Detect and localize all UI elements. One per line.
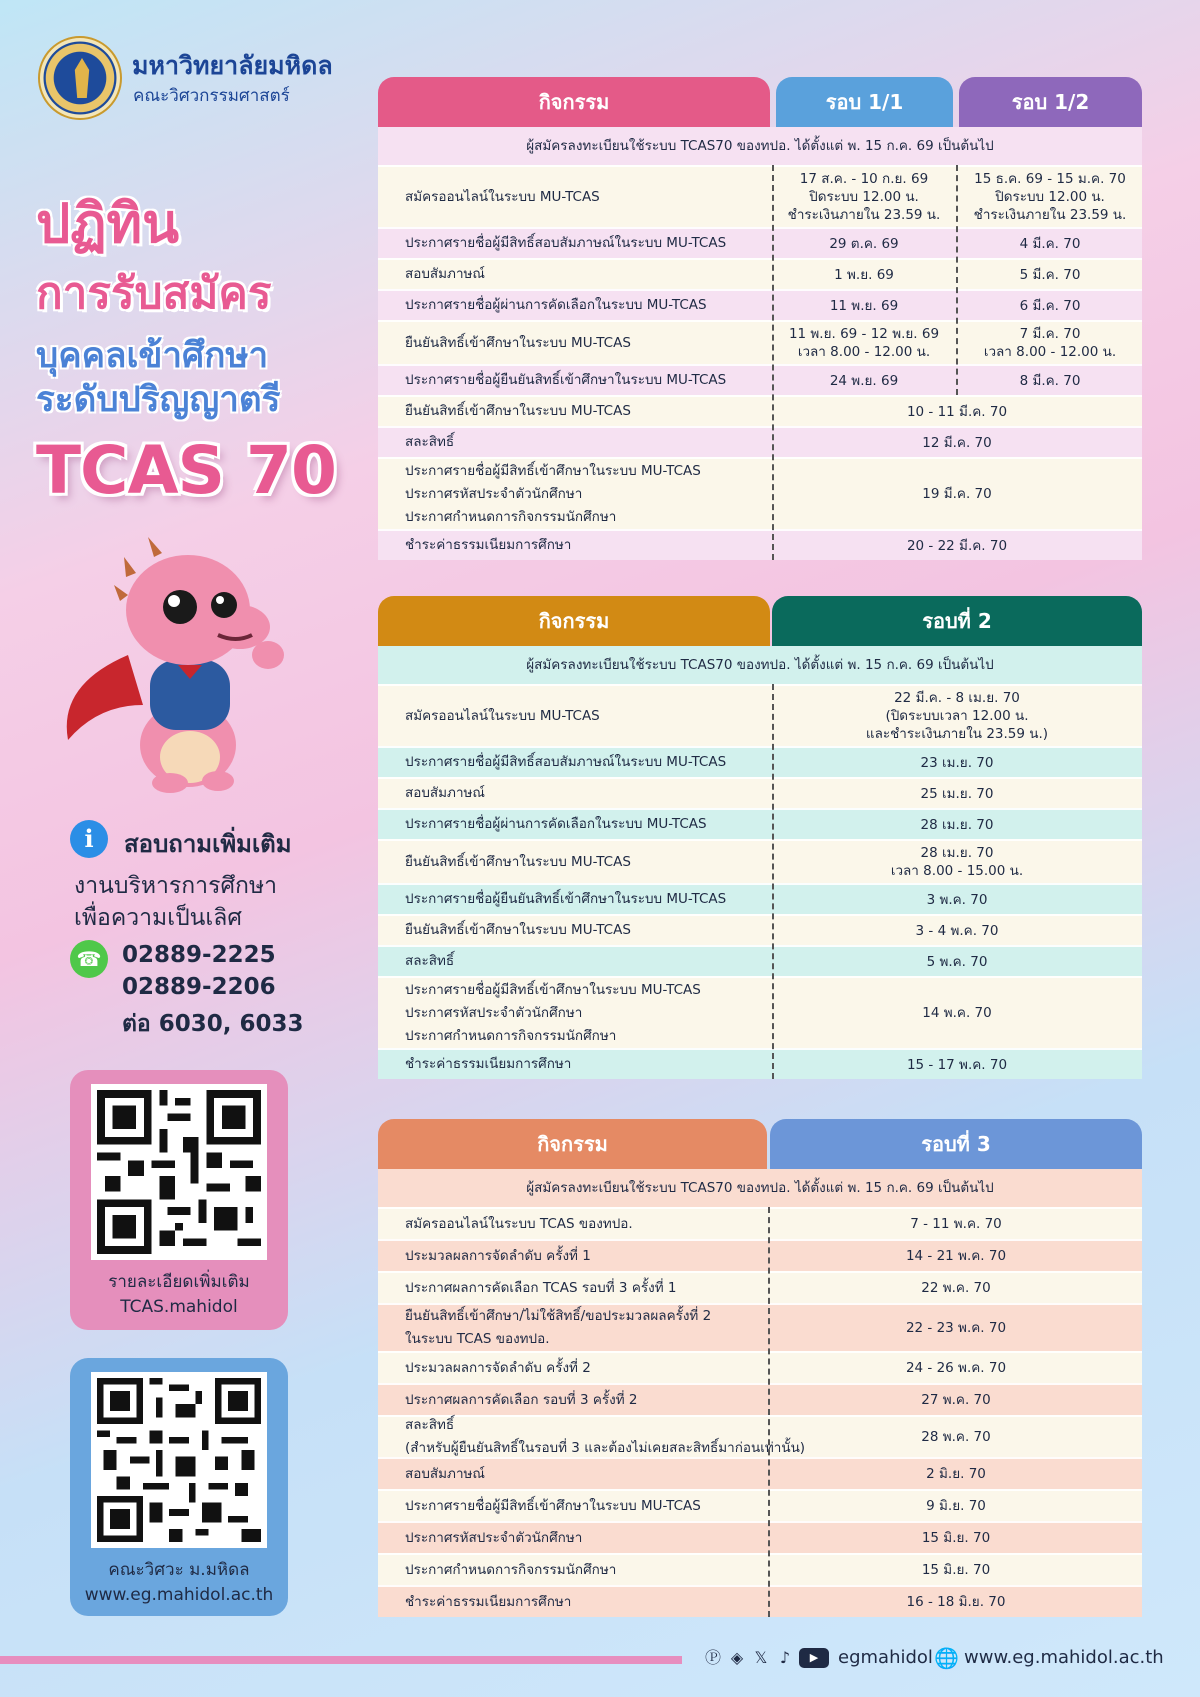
activity-cell: ประมวลผลการจัดลำดับ ครั้งที่ 1 (405, 1247, 591, 1264)
round-2-date-cell: 3 พ.ค. 70 (926, 891, 988, 908)
contact-organization-line-2: เพื่อความเป็นเลิศ (74, 905, 242, 931)
activity-cell: ประมวลผลการจัดลำดับ ครั้งที่ 2 (405, 1359, 591, 1376)
activity-cell: ยืนยันสิทธิ์เข้าศึกษาในระบบ MU-TCAS (405, 922, 631, 938)
activity-cell: ยืนยันสิทธิ์เข้าศึกษาในระบบ MU-TCAS (405, 334, 631, 351)
table-row (378, 839, 1142, 883)
qr-card-tcas[interactable] (70, 1070, 288, 1330)
table-row (378, 1207, 1142, 1239)
info-icon: i (70, 820, 108, 858)
globe-icon: 🌐 (934, 1646, 959, 1670)
round-3-date-cell: 15 มิ.ย. 70 (921, 1530, 991, 1546)
round-2-date-cell: 22 มี.ค. - 8 เม.ย. 70 (ปิดระบบเวลา 12.00 น. และชำระเงินภายใน 23.59 น.) (865, 690, 1049, 742)
qr-caption-website-line-2[interactable]: www.eg.mahidol.ac.th (84, 1585, 274, 1605)
qr-caption-tcas-line-1: รายละเอียดเพิ่มเติม (108, 1272, 250, 1292)
column-divider (772, 165, 774, 560)
activity-cell: สละสิทธิ์ (405, 953, 455, 969)
schedule-table-round-1 (378, 77, 1142, 560)
table-row (378, 684, 1142, 746)
table-row (378, 457, 1142, 529)
social-icons (703, 1648, 829, 1668)
activity-cell: ประกาศรายชื่อผู้ยืนยันสิทธิ์เข้าศึกษาในระบบ MU-TCAS (405, 891, 727, 907)
round-2-date-cell: 5 พ.ค. 70 (926, 953, 988, 970)
table-row (378, 1351, 1142, 1383)
activity-cell: ชำระค่าธรรมเนียมการศึกษา (405, 1593, 572, 1610)
qr-code-tcas[interactable] (91, 1084, 267, 1260)
round-1-1-date-cell: 29 ต.ค. 69 (829, 235, 899, 252)
contact-title: สอบถามเพิ่มเติม (124, 830, 292, 858)
qr-code-website[interactable] (91, 1372, 267, 1548)
round-3-date-cell: 7 - 11 พ.ค. 70 (910, 1216, 1002, 1232)
table-row (378, 364, 1142, 395)
column-divider (956, 165, 958, 395)
phone-extension: ต่อ 6030, 6033 (122, 1011, 304, 1037)
round-1-1-date-cell: 11 พ.ย. 69 - 12 พ.ย. 69 เวลา 8.00 - 12.00 น. (788, 326, 940, 360)
table1-registration-banner: ผู้สมัครลงทะเบียนใช้ระบบ TCAS70 ของทปอ. ได้ตั้งแต่ พ. 15 ก.ค. 69 เป็นต้นไป (378, 127, 1142, 165)
activity-cell: สมัครออนไลน์ในระบบ TCAS ของทปอ. (405, 1215, 633, 1232)
instagram-icon[interactable]: ◈ (730, 1648, 744, 1667)
round-1-1-date-cell: 11 พ.ย. 69 (829, 297, 899, 314)
table-row (378, 289, 1142, 320)
round-3-date-cell: 16 - 18 มิ.ย. 70 (906, 1594, 1006, 1610)
faculty-name: คณะวิศวกรรมศาสตร์ (133, 86, 290, 106)
phone-number-2[interactable]: 02889-2206 (122, 974, 276, 1000)
round-1-2-date-cell: 15 ธ.ค. 69 - 15 ม.ค. 70 ปิดระบบ 12.00 น. ชำระเงินภายใน 23.59 น. (973, 171, 1127, 223)
round-2-date-cell: 23 เม.ย. 70 (920, 754, 994, 771)
round-3-date-cell: 28 พ.ค. 70 (921, 1429, 991, 1445)
round-1-2-date-cell: 4 มี.ค. 70 (1019, 235, 1081, 252)
round-2-date-cell: 15 - 17 พ.ค. 70 (906, 1056, 1008, 1073)
table-row (378, 529, 1142, 560)
round-3-date-cell: 24 - 26 พ.ค. 70 (905, 1360, 1007, 1376)
youtube-icon[interactable]: ▶ (799, 1648, 829, 1668)
table-row (378, 165, 1142, 227)
activity-cell: ประกาศรายชื่อผู้ผ่านการคัดเลือกในระบบ MU-TCAS (405, 297, 707, 313)
table-row (378, 1489, 1142, 1521)
activity-cell: สมัครออนไลน์ในระบบ MU-TCAS (405, 188, 600, 205)
activity-cell: ประกาศรหัสประจำตัวนักศึกษา (405, 1529, 583, 1546)
activity-cell: ประกาศรายชื่อผู้ยืนยันสิทธิ์เข้าศึกษาในระบบ MU-TCAS (405, 372, 727, 388)
table-row (378, 1271, 1142, 1303)
round-1-2-date-cell: 6 มี.ค. 70 (1019, 297, 1081, 314)
activity-cell: สอบสัมภาษณ์ (405, 785, 485, 801)
activity-cell: ประกาศรายชื่อผู้มีสิทธิ์เข้าศึกษาในระบบ MU-TCAS ประกาศรหัสประจำตัวนักศึกษา ประกาศกำหนดการกิจกรรมนักศึกษา (405, 981, 701, 1044)
round-3-date-cell: 15 มิ.ย. 70 (921, 1562, 991, 1578)
table-row (378, 1521, 1142, 1553)
activity-cell: ยืนยันสิทธิ์เข้าศึกษาในระบบ MU-TCAS (405, 853, 631, 870)
table-row (378, 808, 1142, 839)
university-seal-logo (38, 36, 122, 120)
column-divider (772, 684, 774, 1079)
schedule-table-round-3 (378, 1119, 1142, 1617)
round-1-combined-date-cell: 10 - 11 มี.ค. 70 (906, 403, 1008, 420)
round-1-combined-date-cell: 19 มี.ค. 70 (922, 486, 992, 502)
qr-caption-tcas-line-2: TCAS.mahidol (120, 1297, 238, 1317)
title-line-4: ระดับปริญญาตรี (36, 380, 281, 420)
table-row (378, 1415, 1142, 1457)
round-3-date-cell: 22 พ.ค. 70 (921, 1280, 991, 1296)
qr-card-website[interactable] (70, 1358, 288, 1616)
table-row (378, 320, 1142, 364)
activity-cell: ประกาศกำหนดการกิจกรรมนักศึกษา (405, 1561, 617, 1578)
round-1-2-date-cell: 5 มี.ค. 70 (1019, 266, 1081, 283)
qr-caption-website-line-1: คณะวิศวะ ม.มหิดล (108, 1560, 250, 1580)
phone-number-1[interactable]: 02889-2225 (122, 942, 276, 968)
table3-header-activity: กิจกรรม (378, 1119, 767, 1169)
table2-header-activity: กิจกรรม (378, 596, 770, 646)
table-row (378, 1303, 1142, 1351)
title-line-3: บุคคลเข้าศึกษา (36, 336, 269, 376)
round-3-date-cell: 2 มิ.ย. 70 (926, 1466, 986, 1482)
round-1-2-date-cell: 7 มี.ค. 70 เวลา 8.00 - 12.00 น. (983, 326, 1117, 360)
title-tcas: TCAS 70 (36, 432, 336, 509)
table-row (378, 1383, 1142, 1415)
activity-cell: ชำระค่าธรรมเนียมการศึกษา (405, 1056, 572, 1072)
table-row (378, 914, 1142, 945)
round-2-date-cell: 28 เม.ย. 70 เวลา 8.00 - 15.00 น. (890, 845, 1024, 879)
table3-registration-banner: ผู้สมัครลงทะเบียนใช้ระบบ TCAS70 ของทปอ. ได้ตั้งแต่ พ. 15 ก.ค. 69 เป็นต้นไป (378, 1169, 1142, 1207)
contact-organization-line-1: งานบริหารการศึกษา (74, 873, 278, 899)
round-1-1-date-cell: 17 ส.ค. - 10 ก.ย. 69 ปิดระบบ 12.00 น. ชำระเงินภายใน 23.59 น. (787, 171, 941, 223)
round-1-combined-date-cell: 20 - 22 มี.ค. 70 (906, 537, 1008, 554)
activity-cell: ประกาศรายชื่อผู้มีสิทธิ์สอบสัมภาษณ์ในระบบ MU-TCAS (405, 235, 727, 251)
activity-cell: ประกาศรายชื่อผู้มีสิทธิ์เข้าศึกษาในระบบ MU-TCAS (405, 1497, 701, 1514)
round-3-date-cell: 22 - 23 พ.ค. 70 (905, 1320, 1007, 1336)
activity-cell: ประกาศผลการคัดเลือก TCAS รอบที่ 3 ครั้งที่ 1 (405, 1279, 677, 1296)
title-line-2: การรับสมัคร (36, 268, 272, 319)
activity-cell: สอบสัมภาษณ์ (405, 266, 485, 282)
column-divider (768, 1207, 770, 1617)
activity-cell: ประกาศรายชื่อผู้มีสิทธิ์เข้าศึกษาในระบบ MU-TCAS ประกาศรหัสประจำตัวนักศึกษา ประกาศกำหนดการกิจกรรมนักศึกษา (405, 462, 701, 525)
facebook-icon[interactable]: Ⓟ (704, 1648, 721, 1667)
activity-cell: ยืนยันสิทธิ์เข้าศึกษา/ไม่ใช้สิทธิ์/ขอประมวลผลครั้งที่ 2 ในระบบ TCAS ของทปอ. (405, 1308, 712, 1347)
x-icon[interactable]: 𝕏 (754, 1648, 768, 1667)
round-1-combined-date-cell: 12 มี.ค. 70 (922, 434, 992, 451)
round-3-date-cell: 14 - 21 พ.ค. 70 (905, 1248, 1007, 1264)
round-2-date-cell: 14 พ.ค. 70 (922, 1005, 992, 1021)
footer-accent-bar (0, 1656, 682, 1664)
round-2-date-cell: 28 เม.ย. 70 (920, 816, 994, 833)
tiktok-icon[interactable]: ♪ (779, 1648, 791, 1667)
table2-registration-banner: ผู้สมัครลงทะเบียนใช้ระบบ TCAS70 ของทปอ. ได้ตั้งแต่ พ. 15 ก.ค. 69 เป็นต้นไป (378, 646, 1142, 684)
round-1-1-date-cell: 1 พ.ย. 69 (834, 266, 894, 283)
activity-cell: ประกาศผลการคัดเลือก รอบที่ 3 ครั้งที่ 2 (405, 1391, 638, 1408)
table-row (378, 227, 1142, 258)
round-1-1-date-cell: 24 พ.ย. 69 (829, 372, 899, 389)
table-row (378, 1585, 1142, 1617)
table-row (378, 1239, 1142, 1271)
table-row (378, 976, 1142, 1048)
table-row (378, 258, 1142, 289)
activity-cell: สมัครออนไลน์ในระบบ MU-TCAS (405, 707, 600, 724)
round-1-2-date-cell: 8 มี.ค. 70 (1019, 372, 1081, 389)
table3-header-round-3: รอบที่ 3 (770, 1119, 1142, 1169)
round-3-date-cell: 9 มิ.ย. 70 (926, 1498, 986, 1514)
round-2-date-cell: 3 - 4 พ.ค. 70 (915, 922, 999, 939)
table-row (378, 1457, 1142, 1489)
round-3-date-cell: 27 พ.ค. 70 (921, 1392, 991, 1408)
table1-header-activity: กิจกรรม (378, 77, 770, 127)
table1-header-round-1-1: รอบ 1/1 (776, 77, 953, 127)
table-row (378, 777, 1142, 808)
activity-cell: ชำระค่าธรรมเนียมการศึกษา (405, 537, 572, 553)
table-row (378, 395, 1142, 426)
schedule-table-round-2 (378, 596, 1142, 1079)
table2-header-round-2: รอบที่ 2 (772, 596, 1142, 646)
table-row (378, 746, 1142, 777)
table-row (378, 1553, 1142, 1585)
table-row (378, 426, 1142, 457)
table-row (378, 883, 1142, 914)
website-link[interactable]: www.eg.mahidol.ac.th (964, 1647, 1164, 1668)
table1-header-round-1-2: รอบ 1/2 (959, 77, 1142, 127)
activity-cell: สละสิทธิ์ (สำหรับผู้ยืนยันสิทธิ์ในรอบที่ 3 และต้องไม่เคยสละสิทธิ์มาก่อนเท่านั้น) (405, 1417, 806, 1456)
table-row (378, 1048, 1142, 1079)
round-2-date-cell: 25 เม.ย. 70 (920, 785, 994, 802)
activity-cell: สละสิทธิ์ (405, 434, 455, 450)
dinosaur-mascot-illustration (58, 535, 298, 795)
activity-cell: ยืนยันสิทธิ์เข้าศึกษาในระบบ MU-TCAS (405, 403, 631, 419)
phone-icon: ☎ (70, 940, 108, 978)
social-handle[interactable]: egmahidol (838, 1647, 933, 1668)
activity-cell: ประกาศรายชื่อผู้มีสิทธิ์สอบสัมภาษณ์ในระบบ MU-TCAS (405, 754, 727, 770)
activity-cell: สอบสัมภาษณ์ (405, 1465, 485, 1482)
university-name: มหาวิทยาลัยมหิดล (132, 51, 333, 80)
activity-cell: ประกาศรายชื่อผู้ผ่านการคัดเลือกในระบบ MU-TCAS (405, 816, 707, 832)
title-line-1: ปฏิทิน (36, 192, 180, 255)
table-row (378, 945, 1142, 976)
